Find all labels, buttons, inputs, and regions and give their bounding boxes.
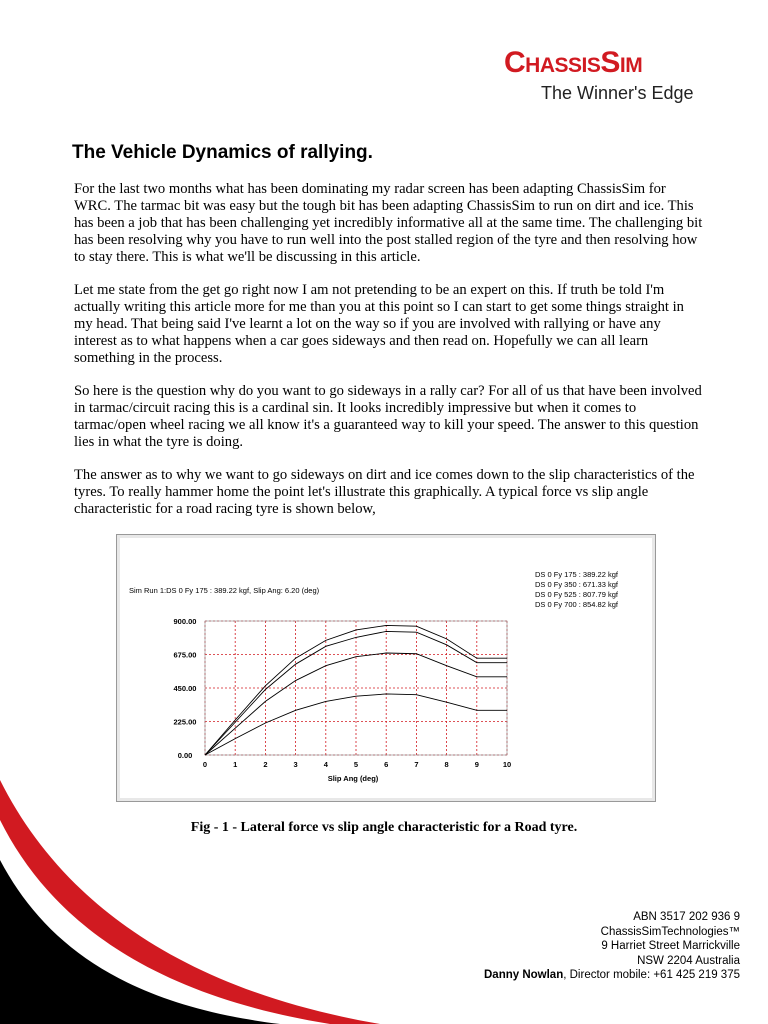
street-line: 9 Harriet Street Marrickville xyxy=(601,940,740,952)
state-line: NSW 2204 Australia xyxy=(637,954,740,967)
x-tick-label: 2 xyxy=(263,760,268,769)
brand-logo xyxy=(504,46,744,104)
chart-legend xyxy=(535,570,619,609)
x-tick-label: 4 xyxy=(323,760,328,769)
company-line: ChassisSimTechnologies™ xyxy=(600,925,740,938)
paragraph-1: For the last two months what has been dominating my radar screen has been adapting ChassisSim for WRC. The tarmac bit was easy but the tough bit has been adapting ChassisSim to run on dirt and ice. This has been a job that has been challenging yet incredibly informative all at the same time. The challenging bit has been resolving why you have to run well into the post stalled region of the tyre and then resolving how to stay there. This is what we'll be discussing in this article. xyxy=(74,181,703,265)
chart-x-axis-label: Slip Ang (deg) xyxy=(327,774,379,783)
x-tick-label: 3 xyxy=(293,760,298,769)
legend-entry-2: DS 0 Fy 350 : 671.33 kgf xyxy=(535,580,618,589)
x-tick-label: 10 xyxy=(502,760,512,769)
article-body xyxy=(74,181,704,534)
chart-grid xyxy=(205,621,507,755)
abn-line: ABN 3517 202 936 9 xyxy=(633,911,740,923)
y-tick-label: 0.00 xyxy=(177,751,193,760)
contact-name: Danny Nowlan xyxy=(484,969,564,981)
contact-role: , Director mobile: +61 425 219 375 xyxy=(563,969,740,981)
article-title: The Vehicle Dynamics of rallying. xyxy=(72,142,373,163)
x-tick-label: 6 xyxy=(384,760,389,769)
y-tick-label: 450.00 xyxy=(173,684,197,693)
x-tick-label: 9 xyxy=(474,760,479,769)
contact-block xyxy=(484,910,740,983)
y-tick-label: 675.00 xyxy=(173,650,197,660)
series-line-2 xyxy=(205,653,507,755)
chart-x-ticks xyxy=(203,760,511,769)
brand-tagline: The Winner's Edge xyxy=(541,83,694,103)
x-tick-label: 5 xyxy=(353,760,359,769)
x-tick-label: 0 xyxy=(202,760,208,769)
paragraph-2: Let me state from the get go right now I am not pretending to be an expert on this. If truth be told I'm actually writing this article more for me than you at this point so I can start to get some things straight in my head. That being said I've learnt a lot on the way so if you are involved with rallying or have any interest as to what happens when a car goes sideways and then read on. Hopefully we can all learn something in the process. xyxy=(74,282,684,366)
brand-name: ChassisSim xyxy=(504,46,643,79)
x-tick-label: 8 xyxy=(444,760,449,769)
legend-entry-4: DS 0 Fy 700 : 854.82 kgf xyxy=(535,600,618,609)
y-tick-label: 225.00 xyxy=(173,717,197,727)
paragraph-3: So here is the question why do you want to go sideways in a rally car? For all of us that have been involved in tarmac/circuit racing this is a cardinal sin. It looks incredibly impressive but when it comes to tarmac/open wheel racing we all know it's a guaranteed way to kill your speed. The answer to this question lies in what the tyre is doing. xyxy=(74,383,702,450)
contact-person-line xyxy=(484,968,740,983)
x-tick-label: 7 xyxy=(414,760,419,769)
paragraph-4: The answer as to why we want to go sideways on dirt and ice comes down to the slip characteristics of the tyres. To really hammer home the point let's illustrate this graphically. A typical force vs slip angle characteristic for a road racing tyre is shown below, xyxy=(74,467,695,517)
y-tick-label: 900.00 xyxy=(173,617,197,626)
figure-chart xyxy=(116,534,656,802)
chart-title: Sim Run 1:DS 0 Fy 175 : 389.22 kgf, Slip Ang: 6.20 (deg) xyxy=(129,586,320,595)
lateral-force-chart xyxy=(117,535,655,801)
figure-caption: Fig - 1 - Lateral force vs slip angle characteristic for a Road tyre. xyxy=(190,820,578,835)
legend-entry-3: DS 0 Fy 525 : 807.79 kgf xyxy=(535,590,618,599)
x-tick-label: 1 xyxy=(233,760,238,769)
chart-y-ticks xyxy=(174,617,197,760)
legend-entry-1: DS 0 Fy 175 : 389.22 kgf xyxy=(535,570,618,579)
